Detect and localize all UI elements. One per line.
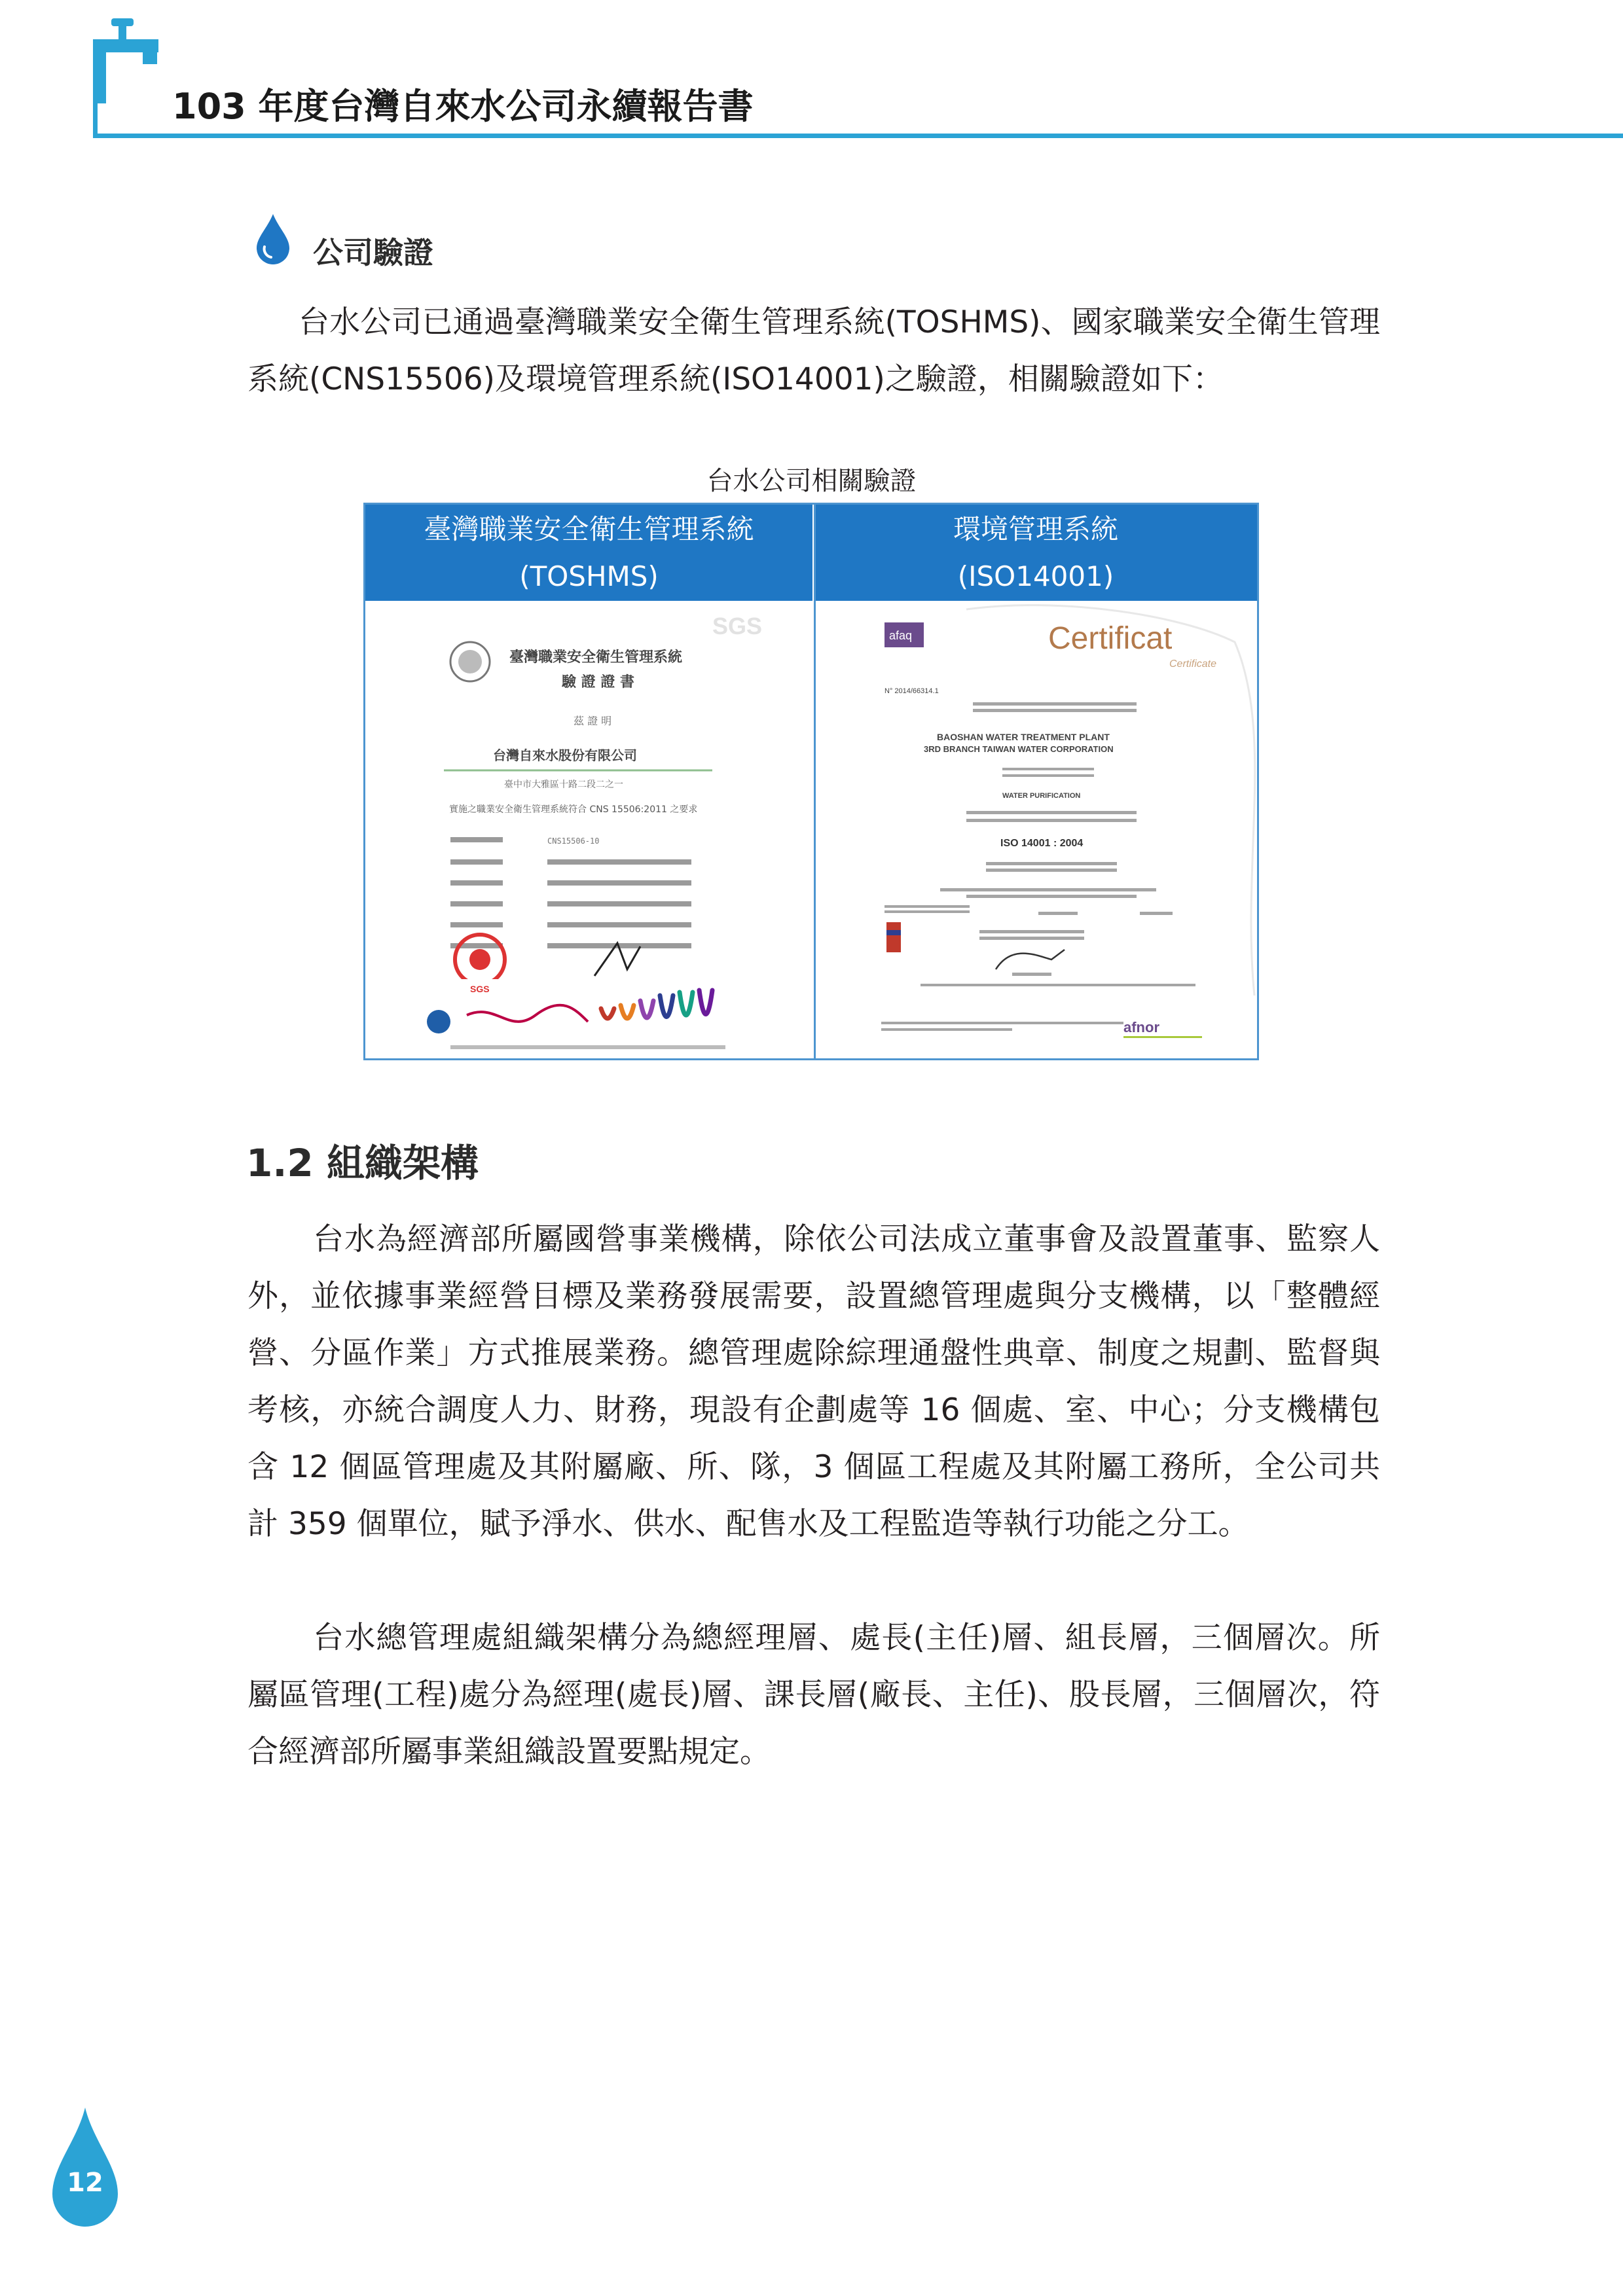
cert-title: 臺灣職業安全衛生管理系統: [509, 649, 683, 666]
cert-org-2: 3RD BRANCH TAIWAN WATER CORPORATION: [924, 744, 1114, 754]
cert-subtitle: 驗 證 證 書: [562, 674, 634, 691]
column-subtitle: (ISO14001): [957, 560, 1114, 592]
page-number: 12: [67, 2168, 103, 2198]
header-rule-vertical: [93, 72, 98, 137]
report-title: 103 年度台灣自來水公司永續報告書: [172, 86, 754, 127]
iso14001-certificate-image: [816, 603, 1257, 1058]
table-caption: 台水公司相關驗證: [706, 466, 917, 496]
faucet-icon: [86, 18, 165, 106]
sgs-watermark: SGS: [712, 613, 763, 639]
organization-paragraph-2: 台水總管理處組織架構分為總經理層、處長(主任)層、組長層，三個層次。所屬區管理(工程)處分為經理(處長)層、課長層(廠長、主任)、股長層，三個層次，符合經濟部所屬事業組織設置要點規定。: [247, 1620, 1380, 1770]
column-header-toshms: [365, 505, 814, 601]
column-title: 臺灣職業安全衛生管理系統: [424, 512, 754, 545]
section-heading-organization: 1.2 組織架構: [246, 1141, 479, 1185]
cert-company: 台灣自來水股份有限公司: [493, 747, 637, 763]
verification-intro: 台水公司已通過臺灣職業安全衛生管理系統(TOSHMS)、國家職業安全衛生管理系統(CNS15506)及環境管理系統(ISO14001)之驗證，相關驗證如下：: [247, 304, 1380, 397]
afaq-logo: afaq: [889, 629, 913, 642]
certificate-table: [363, 503, 1259, 1060]
cert-org-1: BAOSHAN WATER TREATMENT PLANT: [937, 732, 1110, 742]
svg-text:SGS: SGS: [470, 984, 490, 994]
header-rule: [93, 134, 1623, 138]
organization-paragraph-1: 台水為經濟部所屬國營事業機構，除依公司法成立董事會及設置董事、監察人外，並依據事業經營目標及業務發展需要，設置總管理處與分支機構，以「整體經營、分區作業」方式推展業務。總管理處除綜理通盤性典章、制度之規劃、監督與考核，亦統合調度人力、財務，現設有企劃處等 16 個處、室、中心；分支機構包含 12 個區管理處及其附屬廠、所、隊，3 個區工程處及其附屬工務所，全公司共計 359 個單位，賦予淨水、供水、配售水及工程監造等執行功能之分工。: [247, 1221, 1380, 1542]
column-subtitle: (TOSHMS): [519, 560, 659, 592]
cert-scope: WATER PURIFICATION: [1002, 792, 1081, 800]
cert-number: CNS15506-10: [547, 836, 600, 846]
cert-title: Certificat: [1048, 621, 1173, 656]
water-drop-icon: [254, 213, 292, 268]
cert-standard: 實施之職業安全衛生管理系統符合 CNS 15506:2011 之要求: [449, 804, 698, 815]
toshms-certificate-image: [365, 603, 814, 1058]
cert-number: N° 2014/66314.1: [884, 687, 939, 695]
cert-standard: ISO 14001 : 2004: [1000, 838, 1084, 849]
column-title: 環境管理系統: [953, 512, 1118, 545]
afnor-logo: afnor: [1123, 1019, 1159, 1035]
section-heading-verification: 公司驗證: [313, 235, 433, 270]
cert-attest: 茲 證 明: [574, 715, 612, 727]
cert-subtitle: Certificate: [1169, 658, 1217, 670]
cert-address: 臺中市大雅區十路二段二之一: [504, 780, 623, 790]
column-header-iso14001: [814, 505, 1257, 601]
